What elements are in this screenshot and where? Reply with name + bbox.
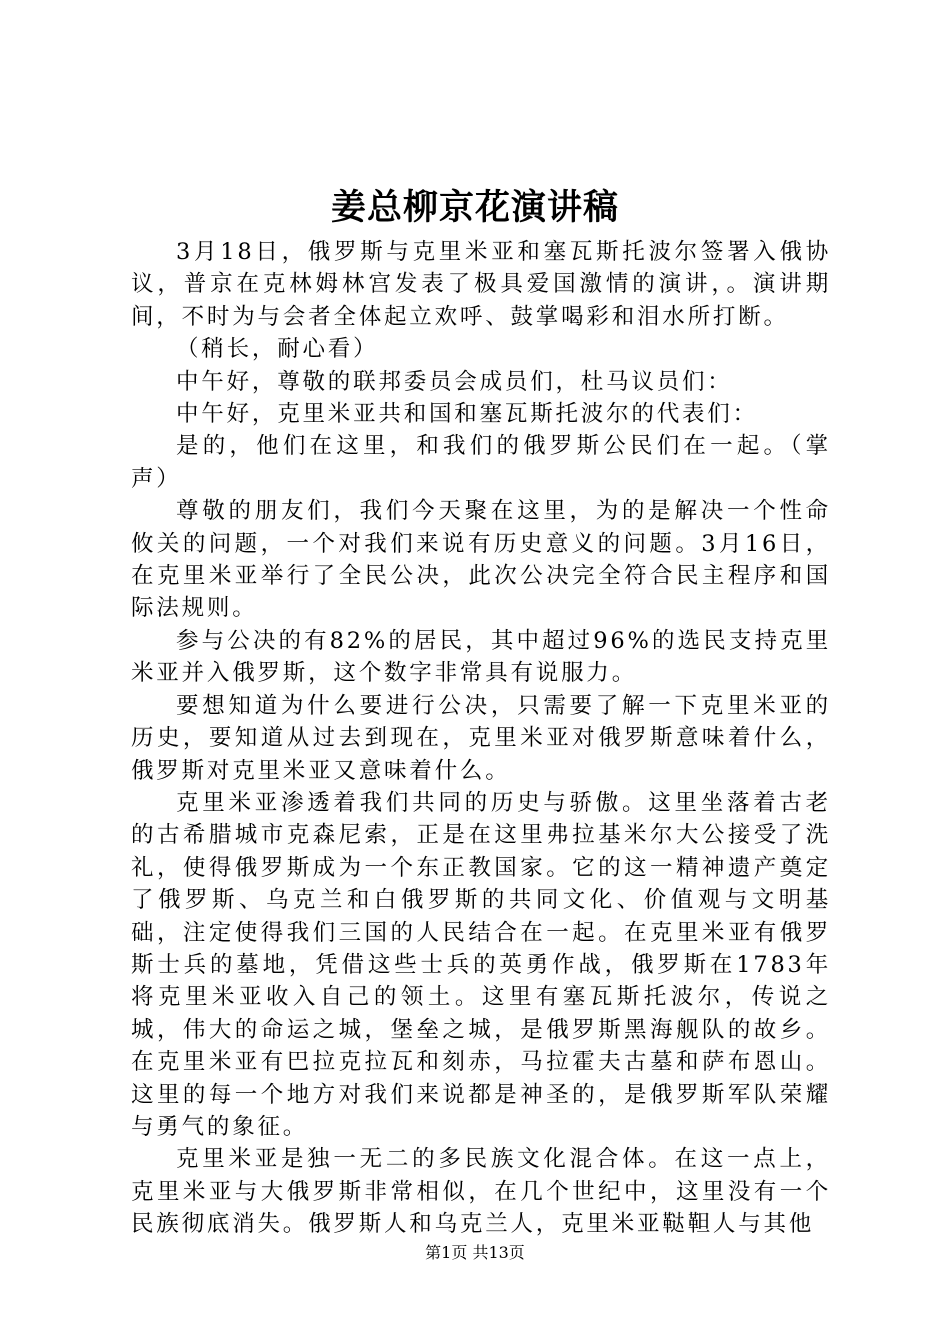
paragraph: 尊敬的朋友们，我们今天聚在这里，为的是解决一个性命攸关的问题，一个对我们来说有历史意义的问题。3月16日，在克里米亚举行了全民公决，此次公决完全符合民主程序和国际法规则。 bbox=[131, 498, 831, 622]
paragraph: （稍长，耐心看） bbox=[176, 336, 379, 363]
page-number-footer: 第1页 共13页 bbox=[425, 1243, 525, 1262]
paragraph: 中午好，尊敬的联邦委员会成员们，杜马议员们： bbox=[176, 368, 733, 395]
paragraph: 克里米亚是独一无二的多民族文化混合体。在这一点上，克里米亚与大俄罗斯非常相似，在几个世纪中，这里没有一个民族彻底消失。俄罗斯人和乌克兰人，克里米亚鞑靼人与其他 bbox=[131, 1146, 831, 1238]
paragraph: 中午好，克里米亚共和国和塞瓦斯托波尔的代表们： bbox=[176, 401, 758, 428]
document-body bbox=[131, 236, 831, 1241]
paragraph: 克里米亚渗透着我们共同的历史与骄傲。这里坐落着古老的古希腊城市克森尼索，正是在这里弗拉基米尔大公接受了洗礼，使得俄罗斯成为一个东正教国家。它的这一精神遗产奠定了俄罗斯、乌克兰和白俄罗斯的共同文化、价值观与文明基础，注定使得我们三国的人民结合在一起。在克里米亚有俄罗斯士兵的墓地，凭借这些士兵的英勇作战，俄罗斯在1783年将克里米亚收入自己的领土。这里有塞瓦斯托波尔，传说之城，伟大的命运之城，堡垒之城，是俄罗斯黑海舰队的故乡。在克里米亚有巴拉克拉瓦和刻赤，马拉霍夫古墓和萨布恩山。这里的每一个地方对我们来说都是神圣的，是俄罗斯军队荣耀与勇气的象征。 bbox=[131, 789, 831, 1140]
paragraph: 是的，他们在这里，和我们的俄罗斯公民们在一起。（掌声） bbox=[131, 433, 831, 492]
document-title: 姜总柳京花演讲稿 bbox=[330, 187, 619, 228]
paragraph: 要想知道为什么要进行公决，只需要了解一下克里米亚的历史，要知道从过去到现在，克里米亚对俄罗斯意味着什么，俄罗斯对克里米亚又意味着什么。 bbox=[131, 692, 831, 784]
paragraph: 参与公决的有82%的居民，其中超过96%的选民支持克里米亚并入俄罗斯，这个数字非常具有说服力。 bbox=[131, 627, 831, 687]
paragraph: 3月18日，俄罗斯与克里米亚和塞瓦斯托波尔签署入俄协议，普京在克林姆林宫发表了极具爱国激情的演讲，。演讲期间，不时为与会者全体起立欢呼、鼓掌喝彩和泪水所打断。 bbox=[131, 239, 831, 330]
